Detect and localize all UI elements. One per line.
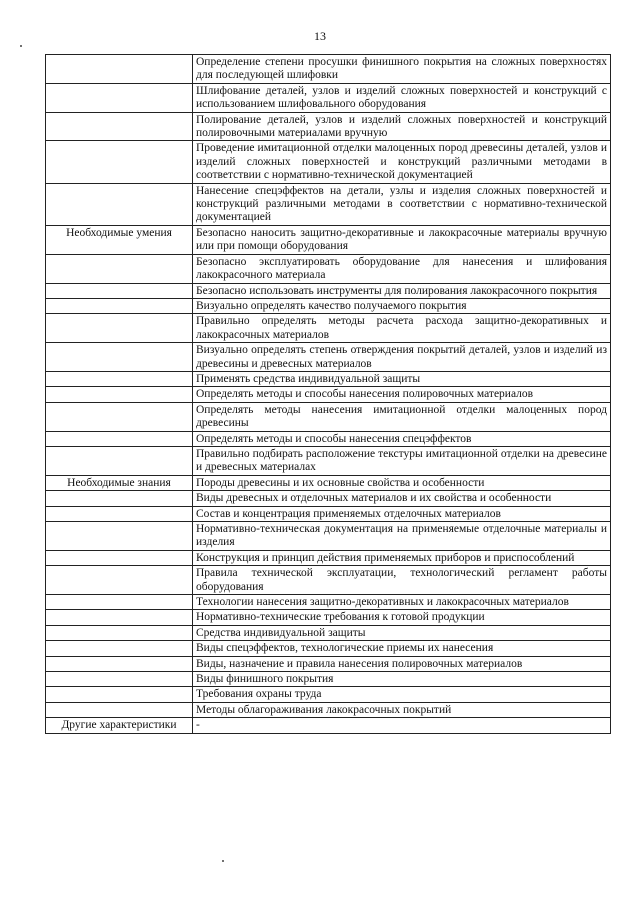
table-row: [46, 550, 611, 565]
section-label-cell: [46, 387, 193, 402]
content-cell: Правильно определять методы расчета расхода защитно-декоративных и лакокрасочных материалов: [193, 314, 611, 343]
content-cell: Определять методы нанесения имитационной отделки малоценных пород древесины: [193, 402, 611, 431]
section-label-cell: [46, 491, 193, 506]
table-row: [46, 595, 611, 610]
table-row: [46, 55, 611, 84]
content-cell: -: [193, 718, 611, 733]
table-row: [46, 402, 611, 431]
content-cell: Нанесение спецэффектов на детали, узлы и изделия сложных поверхностей и конструкций различными методами в соответствии с нормативно-технической документацией: [193, 183, 611, 225]
section-label-cell: [46, 566, 193, 595]
section-label-cell: [46, 55, 193, 84]
table-row: [46, 672, 611, 687]
section-label-cell: [46, 446, 193, 475]
table-row: [46, 371, 611, 386]
table-row: [46, 625, 611, 640]
section-label-cell: [46, 112, 193, 141]
content-cell: Визуально определять качество получаемого покрытия: [193, 298, 611, 313]
content-cell: Виды, назначение и правила нанесения полировочных материалов: [193, 656, 611, 671]
section-label-cell: [46, 298, 193, 313]
content-cell: Шлифование деталей, узлов и изделий сложных поверхностей и конструкций с использованием шлифовального оборудования: [193, 83, 611, 112]
characteristics-table: [45, 54, 611, 734]
content-cell: Породы древесины и их основные свойства и особенности: [193, 475, 611, 490]
table-row: [46, 141, 611, 183]
table-row: [46, 610, 611, 625]
section-label-cell: [46, 314, 193, 343]
content-cell: Полирование деталей, узлов и изделий сложных поверхностей и конструкций полировочными материалами вручную: [193, 112, 611, 141]
table-row: [46, 298, 611, 313]
table-row: [46, 183, 611, 225]
section-label-cell: [46, 343, 193, 372]
section-label-cell: [46, 610, 193, 625]
table-row: [46, 641, 611, 656]
table-row: [46, 83, 611, 112]
content-cell: Средства индивидуальной защиты: [193, 625, 611, 640]
content-cell: Определять методы и способы нанесения спецэффектов: [193, 431, 611, 446]
table-row: [46, 446, 611, 475]
section-label-cell: [46, 641, 193, 656]
section-label-cell: [46, 183, 193, 225]
table-row: [46, 566, 611, 595]
content-cell: Виды финишного покрытия: [193, 672, 611, 687]
section-label-cell: [46, 656, 193, 671]
scan-speck: [20, 45, 22, 47]
content-cell: Проведение имитационной отделки малоценных пород древесины деталей, узлов и изделий сложных поверхностей и конструкций различными методами в соответствии с нормативно-технической документацией: [193, 141, 611, 183]
content-cell: Определение степени просушки финишного покрытия на сложных поверхностях для последующей шлифовки: [193, 55, 611, 84]
scan-speck: [222, 860, 224, 862]
table-row: [46, 314, 611, 343]
section-label-cell: [46, 283, 193, 298]
section-label-cell: [46, 371, 193, 386]
section-label-cell: [46, 522, 193, 551]
content-cell: Конструкция и принцип действия применяемых приборов и приспособлений: [193, 550, 611, 565]
table-row: [46, 656, 611, 671]
section-label-cell: [46, 402, 193, 431]
section-label-cell: [46, 625, 193, 640]
content-cell: Визуально определять степень отверждения покрытий деталей, узлов и изделий из древесины и древесных материалов: [193, 343, 611, 372]
section-label-cell: [46, 431, 193, 446]
table-row: [46, 702, 611, 717]
content-cell: Требования охраны труда: [193, 687, 611, 702]
section-label-cell: Необходимые умения: [46, 225, 193, 254]
content-cell: Нормативно-технические требования к готовой продукции: [193, 610, 611, 625]
table-row: [46, 225, 611, 254]
table-row: [46, 475, 611, 490]
content-cell: Безопасно использовать инструменты для полирования лакокрасочного покрытия: [193, 283, 611, 298]
section-label-cell: Другие характеристики: [46, 718, 193, 733]
table-row: [46, 387, 611, 402]
content-cell: Виды древесных и отделочных материалов и их свойства и особенности: [193, 491, 611, 506]
table-row: [46, 254, 611, 283]
section-label-cell: [46, 687, 193, 702]
table-row: [46, 431, 611, 446]
page-number: 13: [314, 29, 326, 43]
content-cell: Методы облагораживания лакокрасочных покрытий: [193, 702, 611, 717]
content-cell: Безопасно наносить защитно-декоративные и лакокрасочные материалы вручную или при помощи оборудования: [193, 225, 611, 254]
table-body: [46, 55, 611, 734]
section-label-cell: [46, 506, 193, 521]
section-label-cell: [46, 550, 193, 565]
content-cell: Нормативно-техническая документация на применяемые отделочные материалы и изделия: [193, 522, 611, 551]
content-cell: Виды спецэффектов, технологические приемы их нанесения: [193, 641, 611, 656]
section-label-cell: [46, 595, 193, 610]
table-row: [46, 718, 611, 733]
section-label-cell: [46, 141, 193, 183]
section-label-cell: Необходимые знания: [46, 475, 193, 490]
table-row: [46, 522, 611, 551]
content-cell: Правильно подбирать расположение текстуры имитационной отделки на древесине и древесных материалах: [193, 446, 611, 475]
table-row: [46, 687, 611, 702]
content-cell: Применять средства индивидуальной защиты: [193, 371, 611, 386]
content-cell: Технологии нанесения защитно-декоративных и лакокрасочных материалов: [193, 595, 611, 610]
table-row: [46, 506, 611, 521]
section-label-cell: [46, 83, 193, 112]
section-label-cell: [46, 672, 193, 687]
section-label-cell: [46, 702, 193, 717]
table-row: [46, 112, 611, 141]
table-row: [46, 491, 611, 506]
table-row: [46, 283, 611, 298]
content-cell: Состав и концентрация применяемых отделочных материалов: [193, 506, 611, 521]
section-label-cell: [46, 254, 193, 283]
content-cell: Определять методы и способы нанесения полировочных материалов: [193, 387, 611, 402]
table-row: [46, 343, 611, 372]
content-cell: Правила технической эксплуатации, технологический регламент работы оборудования: [193, 566, 611, 595]
content-cell: Безопасно эксплуатировать оборудование для нанесения и шлифования лакокрасочного материала: [193, 254, 611, 283]
